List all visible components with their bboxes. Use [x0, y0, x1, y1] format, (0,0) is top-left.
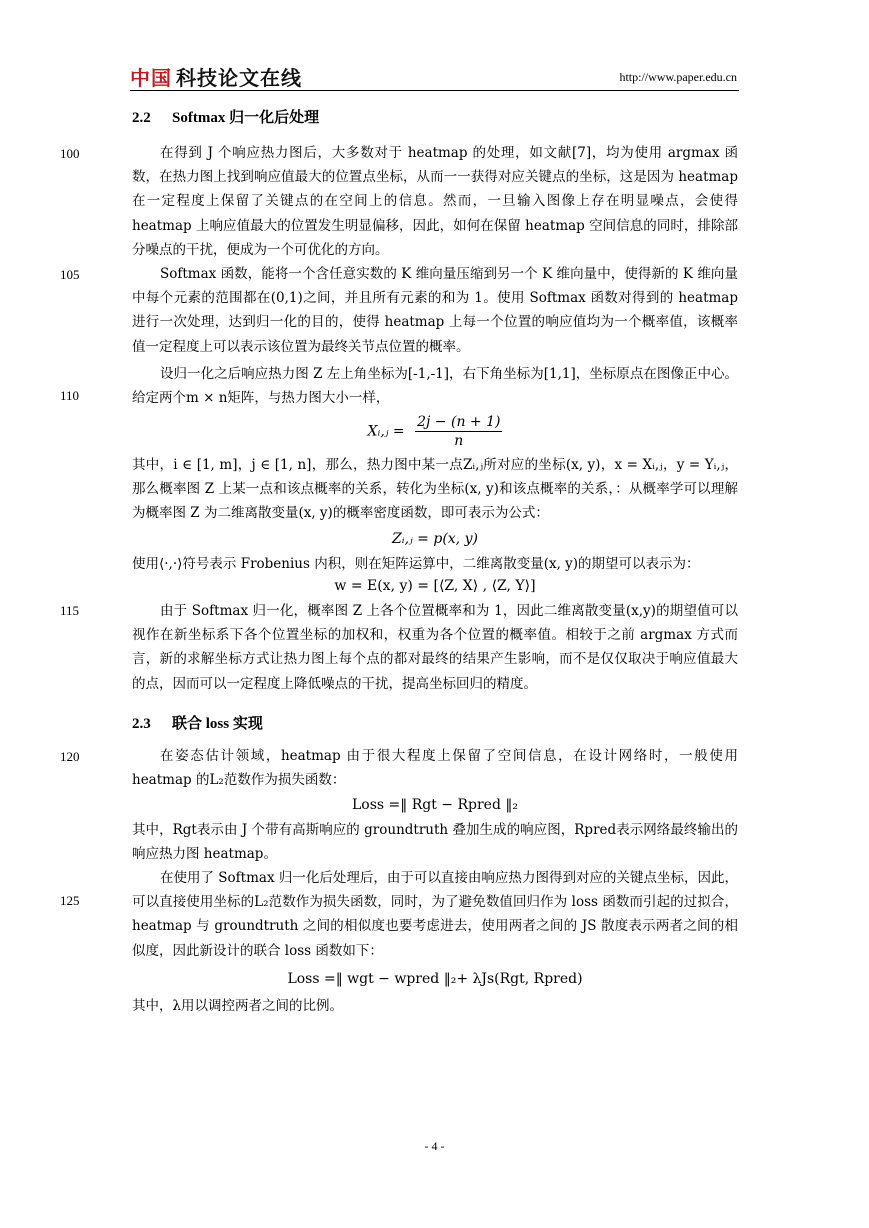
line-number: 115 [60, 603, 80, 618]
fraction-denominator: n [454, 433, 464, 449]
paragraph: 其中，i ∈ [1, m]，j ∈ [1, n]，那么，热力图中某一点Zᵢ,ⱼ所对应的坐标(x, y)，x = Xᵢ,ⱼ，y = Yᵢ,ⱼ，那么概率图 Z 上某一点和该点概率的关系，转化为坐标(x, y)和该点概率的关系，：从概率学可以理解为概率图 Z 为二维离散变量(x, y)的概率密度函数，即可表示为公式： [132, 457, 738, 522]
fraction [415, 414, 502, 449]
line-number: 100 [60, 146, 80, 161]
fraction-numerator: 2j − (n + 1) [417, 414, 501, 430]
equation-joint-loss: Loss =‖ wgt − wpred ‖₂+ λJs(Rgt, Rpred) [287, 971, 583, 987]
header-url[interactable]: http://www.paper.edu.cn [619, 70, 737, 84]
equation-loss-l2: Loss =‖ Rgt − Rpred ‖₂ [352, 797, 518, 813]
logo-black-text: 科技论文在线 [176, 66, 302, 90]
line-number: 110 [60, 388, 80, 403]
equation-expectation: w = E(x, y) = [⟨Z, X⟩ , ⟨Z, Y⟩] [334, 578, 536, 594]
paragraph: 其中，λ用以调控两者之间的比例。 [132, 998, 344, 1014]
equation-x [132, 414, 738, 449]
line-number: 105 [60, 267, 80, 282]
section-number: 2.2 [132, 110, 151, 126]
line-number: 120 [60, 749, 80, 764]
paragraph: 由于 Softmax 归一化，概率图 Z 上各个位置概率和为 1，因此二维离散变量(x,y)的期望值可以视作在新坐标系下各个位置坐标的加权和，权重为各个位置的概率值。相较于之前 argmax 方式而言，新的求解坐标方式让热力图上每个点的都对最终的结果产生影响，而不是仅仅取决于响应值最大的点，因而可以一定程度上降低噪点的干扰，提高坐标回归的精度。 [132, 603, 738, 692]
section-heading-2-2 [132, 106, 319, 127]
section-heading-2-3 [132, 712, 263, 733]
logo-red-text: 中国 [130, 66, 172, 90]
line-number: 125 [60, 893, 80, 908]
paragraph: 在姿态估计领域，heatmap 由于很大程度上保留了空间信息，在设计网络时，一般使用 heatmap 的L₂范数作为损失函数： [132, 748, 738, 789]
equation-lhs: Xᵢ,ⱼ = [367, 423, 405, 440]
section-title: 联合 loss 实现 [172, 716, 263, 732]
page-number: - 4 - [424, 1139, 445, 1153]
section-title: Softmax 归一化后处理 [172, 110, 320, 126]
page-header [130, 62, 739, 91]
section-number: 2.3 [132, 716, 151, 732]
equation-z: Zᵢ,ⱼ = p(x, y) [392, 531, 478, 547]
paragraph: Softmax 函数，能将一个含任意实数的 K 维向量压缩到另一个 K 维向量中，使得新的 K 维向量中每个元素的范围都在(0,1)之间，并且所有元素的和为 1。使用 Softmax 函数对得到的 heatmap 进行一次处理，达到归一化的目的，使得 heatmap 上每一个位置的响应值均为一个概率值，该概率值一定程度上可以表示该位置为最终关节点位置的概率。 [132, 266, 738, 355]
paragraph: 设归一化之后响应热力图 Z 左上角坐标为[-1,-1]，右下角坐标为[1,1]，坐标原点在图像正中心。给定两个m × n矩阵，与热力图大小一样， [132, 366, 738, 407]
paragraph: 其中，Rgt表示由 J 个带有高斯响应的 groundtruth 叠加生成的响应图，Rpred表示网络最终输出的响应热力图 heatmap。 [132, 822, 738, 863]
paragraph: 在使用了 Softmax 归一化后处理后，由于可以直接由响应热力图得到对应的关键点坐标，因此，可以直接使用坐标的L₂范数作为损失函数，同时，为了避免数值回归作为 loss 函数而引起的过拟合，heatmap 与 groundtruth 之间的相似度也要考虑进去，使用两者之间的 JS 散度表示两者之间的相似度，因此新设计的联合 loss 函数如下： [132, 870, 738, 959]
paragraph: 使用⟨·,·⟩符号表示 Frobenius 内积，则在矩阵运算中，二维离散变量(x, y)的期望可以表示为： [132, 556, 700, 572]
paragraph: 在得到 J 个响应热力图后，大多数对于 heatmap 的处理，如文献[7]，均为使用 argmax 函数，在热力图上找到响应值最大的位置点坐标，从而一一获得对应关键点的坐标，这是因为 heatmap 在一定程度上保留了关键点的在空间上的信息。然而，一旦输入图像上存在明显噪点，会使得 heatmap 上响应值最大的位置发生明显偏移，因此，如何在保留 heatmap 空间信息的同时，排除部分噪点的干扰，便成为一个可优化的方向。 [132, 145, 738, 258]
